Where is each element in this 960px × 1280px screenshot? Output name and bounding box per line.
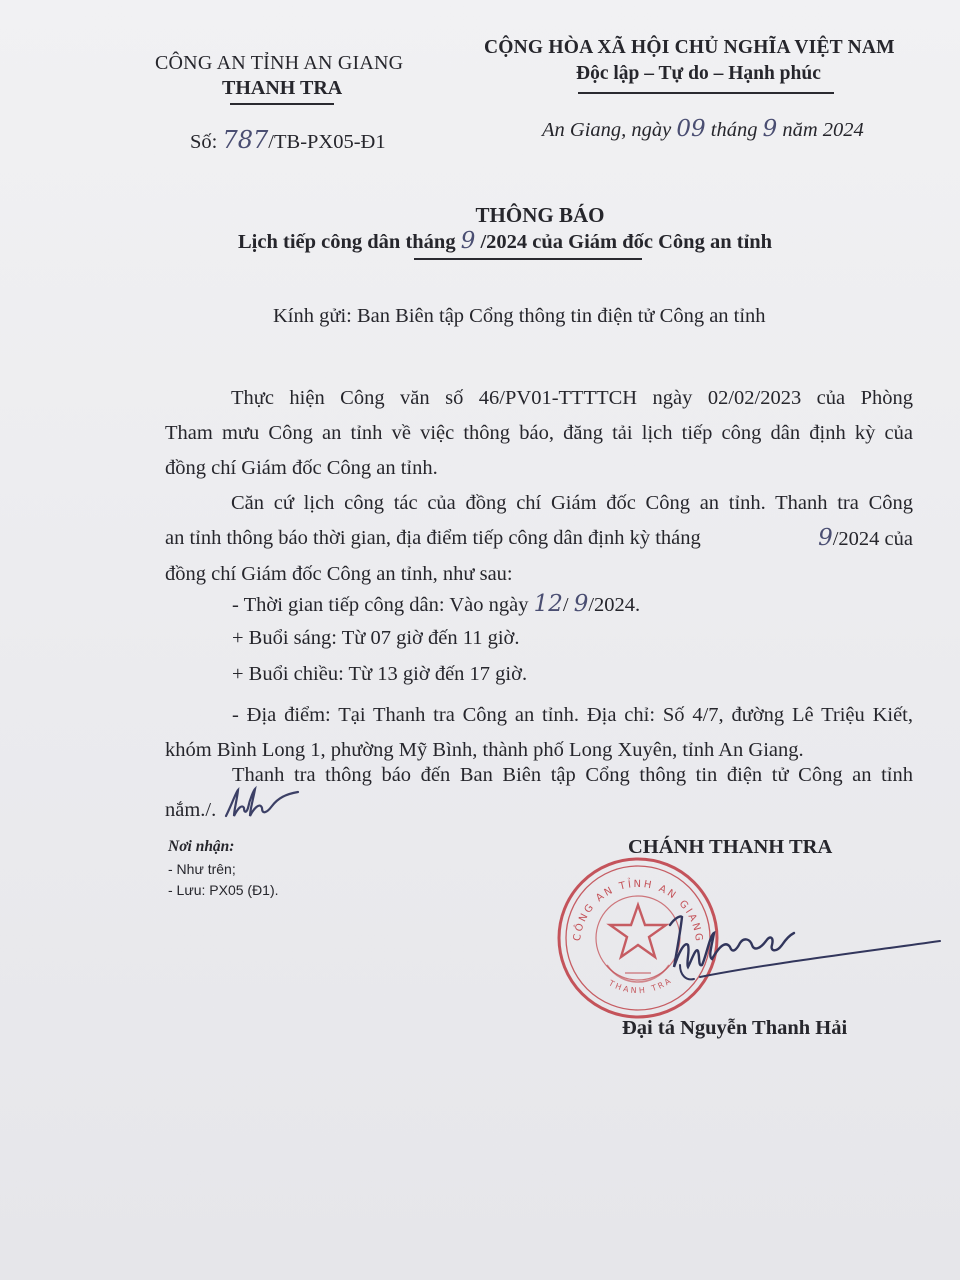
stamp-bottom-text: THANH TRA xyxy=(607,975,675,996)
noi-nhan-item-2: - Lưu: PX05 (Đ1). xyxy=(168,882,279,898)
time-b: /2024. xyxy=(588,594,641,616)
so-prefix: Số: xyxy=(190,131,218,153)
subtitle-underline xyxy=(414,258,642,260)
recipient: Kính gửi: Ban Biên tập Cổng thông tin điện tử Công an tỉnh xyxy=(273,305,766,327)
noi-nhan-label: Nơi nhận: xyxy=(168,838,235,855)
date-place: An Giang, ngày xyxy=(542,119,672,141)
dept-underline xyxy=(230,103,334,105)
closing-line-1: Thanh tra thông báo đến Ban Biên tập Cổng thông tin điện tử Công an tỉnh xyxy=(232,764,913,786)
motto: Độc lập – Tự do – Hạnh phúc xyxy=(576,63,821,84)
stamp-top-text: CÔNG AN TỈNH AN GIANG xyxy=(572,878,705,944)
para1-line-1: Thực hiện Công văn số 46/PV01-TTTTCH ngày 02/02/2023 của Phòng xyxy=(231,387,913,409)
schedule-afternoon: + Buổi chiều: Từ 13 giờ đến 17 giờ. xyxy=(232,663,528,685)
para2-line2-a: an tỉnh thông báo thời gian, địa điểm tiếp công dân định kỳ tháng xyxy=(165,527,701,549)
schedule-morning: + Buổi sáng: Từ 07 giờ đến 11 giờ. xyxy=(232,627,520,649)
para2-line2-b: /2024 của xyxy=(832,528,913,550)
initials-scribble xyxy=(222,784,302,824)
place-line-1: - Địa điểm: Tại Thanh tra Công an tỉnh. Địa chỉ: Số 4/7, đường Lê Triệu Kiết, xyxy=(232,704,913,726)
time-sep: / xyxy=(562,594,569,616)
org-name: CÔNG AN TỈNH AN GIANG xyxy=(155,52,404,74)
paragraph-1 xyxy=(165,381,913,486)
date-year: năm 2024 xyxy=(782,119,864,141)
dept-name: THANH TRA xyxy=(222,77,343,99)
date-month: 9 xyxy=(762,116,778,142)
subtitle-month: 9 xyxy=(460,228,476,254)
place-line-2: khóm Bình Long 1, phường Mỹ Bình, thành phố Long Xuyên, tỉnh An Giang. xyxy=(165,739,804,761)
so-suffix: /TB-PX05-Đ1 xyxy=(268,131,386,153)
para2-month: 9 xyxy=(818,525,833,551)
paragraph-2 xyxy=(165,486,913,592)
document-number xyxy=(190,126,386,154)
date-day: 09 xyxy=(676,116,706,142)
doc-title: THÔNG BÁO xyxy=(475,203,605,227)
time-day: 12 xyxy=(533,591,563,617)
date-line xyxy=(542,116,864,142)
time-a: - Thời gian tiếp công dân: Vào ngày xyxy=(232,594,529,616)
signature-scribble xyxy=(640,905,950,995)
date-thang: tháng xyxy=(710,119,758,141)
para2-line-3: đồng chí Giám đốc Công an tỉnh, như sau: xyxy=(165,563,513,585)
signature-title: CHÁNH THANH TRA xyxy=(628,836,833,858)
signer-name: Đại tá Nguyễn Thanh Hải xyxy=(622,1017,848,1039)
subtitle-a: Lịch tiếp công dân tháng xyxy=(238,231,456,253)
motto-underline xyxy=(578,92,834,94)
para1-line-2: Tham mưu Công an tỉnh về việc thông báo, đăng tải lịch tiếp công dân định kỳ của xyxy=(165,422,913,444)
para2-line-1: Căn cứ lịch công tác của đồng chí Giám đốc Công an tỉnh. Thanh tra Công xyxy=(231,492,913,514)
schedule-time xyxy=(232,591,640,617)
so-handwritten: 787 xyxy=(222,126,269,154)
doc-subtitle xyxy=(238,228,772,254)
nation-name: CỘNG HÒA XÃ HỘI CHỦ NGHĨA VIỆT NAM xyxy=(484,37,895,58)
noi-nhan-item-1: - Như trên; xyxy=(168,861,236,877)
para1-line-3: đồng chí Giám đốc Công an tỉnh. xyxy=(165,457,438,479)
para2-line-2 xyxy=(165,521,913,557)
closing-line-2: nắm./. xyxy=(165,799,217,821)
subtitle-b: /2024 của Giám đốc Công an tỉnh xyxy=(480,231,773,253)
time-month: 9 xyxy=(573,591,589,617)
